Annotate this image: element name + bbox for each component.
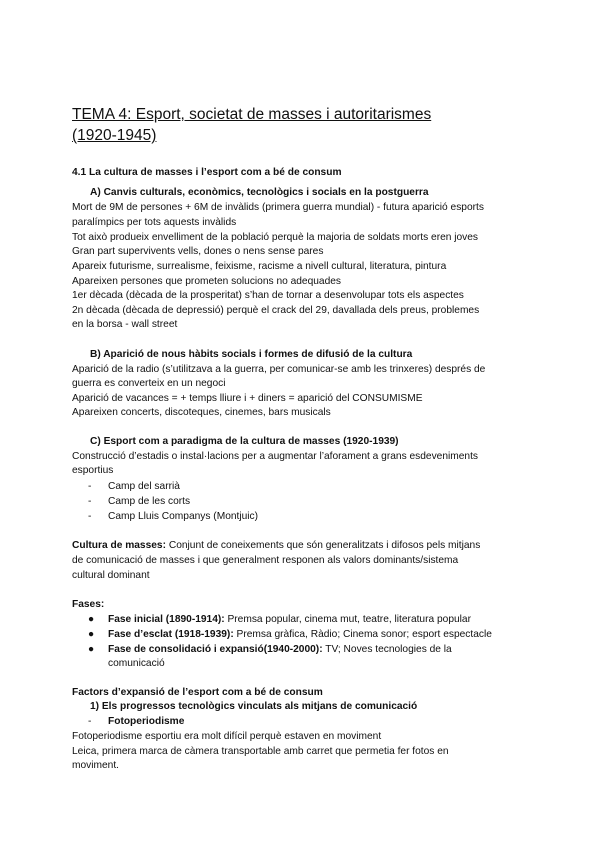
cultura-definition-line-3: cultural dominant xyxy=(72,570,150,581)
factor-line: Fotoperiodisme esportiu era molt difícil perquè estaven en moviment xyxy=(72,731,382,742)
cultura-label: Cultura de masses: xyxy=(72,540,166,551)
b-line: Apareixen concerts, discoteques, cinemes, bars musicals xyxy=(72,407,331,418)
subsection-c-heading: C) Esport com a paradigma de la cultura de masses (1920-1939) xyxy=(90,436,399,447)
a-line: 2n dècada (dècada de depressió) perquè el crack del 29, davallada dels preus, problemes xyxy=(72,305,480,316)
factor-item-1: 1) Els progressos tecnològics vinculats als mitjans de comunicació xyxy=(90,701,418,712)
b-line: Aparició de vacances = + temps lliure i + diners = aparició del CONSUMISME xyxy=(72,393,423,404)
fase-label: Fase inicial (1890-1914): xyxy=(108,614,225,625)
dash-marker: - xyxy=(88,716,92,727)
dash-marker: - xyxy=(88,496,92,507)
b-line: Aparició de la radio (s’utilitzava a la guerra, per comunicar-se amb les trinxeres) després de xyxy=(72,364,486,375)
list-item: Camp Lluis Companys (Montjuic) xyxy=(108,511,259,522)
factor-line: Leica, primera marca de càmera transportable amb carret que permetia fer fotos en xyxy=(72,746,449,757)
a-line: Tot això produeix envelliment de la població perquè la majoria de soldats morts eren joves xyxy=(72,232,479,243)
fase-text: TV; Noves tecnologies de la xyxy=(322,644,452,655)
fases-heading: Fases: xyxy=(72,599,105,610)
bullet-marker: ● xyxy=(88,644,95,655)
list-item: Camp del sarrià xyxy=(108,481,180,492)
bullet-marker: ● xyxy=(88,629,95,640)
fase-continuation: comunicació xyxy=(108,658,165,669)
a-line: Apareix futurisme, surrealisme, feixisme, racisme a nivell cultural, literatura, pintura xyxy=(72,261,447,272)
fase-label: Fase d’esclat (1918-1939): xyxy=(108,629,234,640)
c-line: esportius xyxy=(72,465,114,476)
a-line: en la borsa - wall street xyxy=(72,319,178,330)
dash-marker: - xyxy=(88,511,92,522)
factors-heading: Factors d’expansió de l’esport com a bé de consum xyxy=(72,687,323,698)
cultura-definition-line-1 xyxy=(72,539,480,552)
cultura-text: Conjunt de coneixements que són generalitzats i difosos pels mitjans xyxy=(166,540,481,551)
list-item: Camp de les corts xyxy=(108,496,191,507)
factor-line: moviment. xyxy=(72,760,119,771)
dash-marker: - xyxy=(88,481,92,492)
factor-sub-heading: Fotoperiodisme xyxy=(108,716,185,727)
fase-item xyxy=(108,628,492,641)
section-heading: 4.1 La cultura de masses i l’esport com a bé de consum xyxy=(72,167,342,178)
fase-text: Premsa popular, cinema mut, teatre, literatura popular xyxy=(224,614,471,625)
b-line: guerra es converteix en un negoci xyxy=(72,378,226,389)
a-line: Gran part supervivents vells, dones o nens sense pares xyxy=(72,246,324,257)
cultura-definition-line-2: de comunicació de masses i que generalment responen als valors dominants/sistema xyxy=(72,555,459,566)
document-title xyxy=(72,104,542,146)
fase-label: Fase de consolidació i expansió(1940-2000): xyxy=(108,644,323,655)
c-line: Construcció d’estadis o instal·lacions per a augmentar l’aforament a grans esdeveniments xyxy=(72,451,479,462)
title-line-1: TEMA 4: Esport, societat de masses i autoritarismes xyxy=(72,106,432,123)
subsection-b-heading: B) Aparició de nous hàbits socials i formes de difusió de la cultura xyxy=(90,349,413,360)
a-line: paralímpics per tots aquests invàlids xyxy=(72,217,237,228)
title-line-2: (1920-1945) xyxy=(72,127,157,144)
fase-item xyxy=(108,643,452,656)
subsection-a-heading: A) Canvis culturals, econòmics, tecnològics i socials en la postguerra xyxy=(90,187,429,198)
fase-text: Premsa gràfica, Ràdio; Cinema sonor; esport espectacle xyxy=(233,629,492,640)
bullet-marker: ● xyxy=(88,614,95,625)
a-line: 1er dècada (dècada de la prosperitat) s’han de tornar a desenvolupar tots els aspectes xyxy=(72,290,464,301)
fase-item xyxy=(108,613,471,626)
a-line: Apareixen persones que prometen solucions no adequades xyxy=(72,276,342,287)
a-line: Mort de 9M de persones + 6M de invàlids (primera guerra mundial) - futura aparició esports xyxy=(72,202,484,213)
